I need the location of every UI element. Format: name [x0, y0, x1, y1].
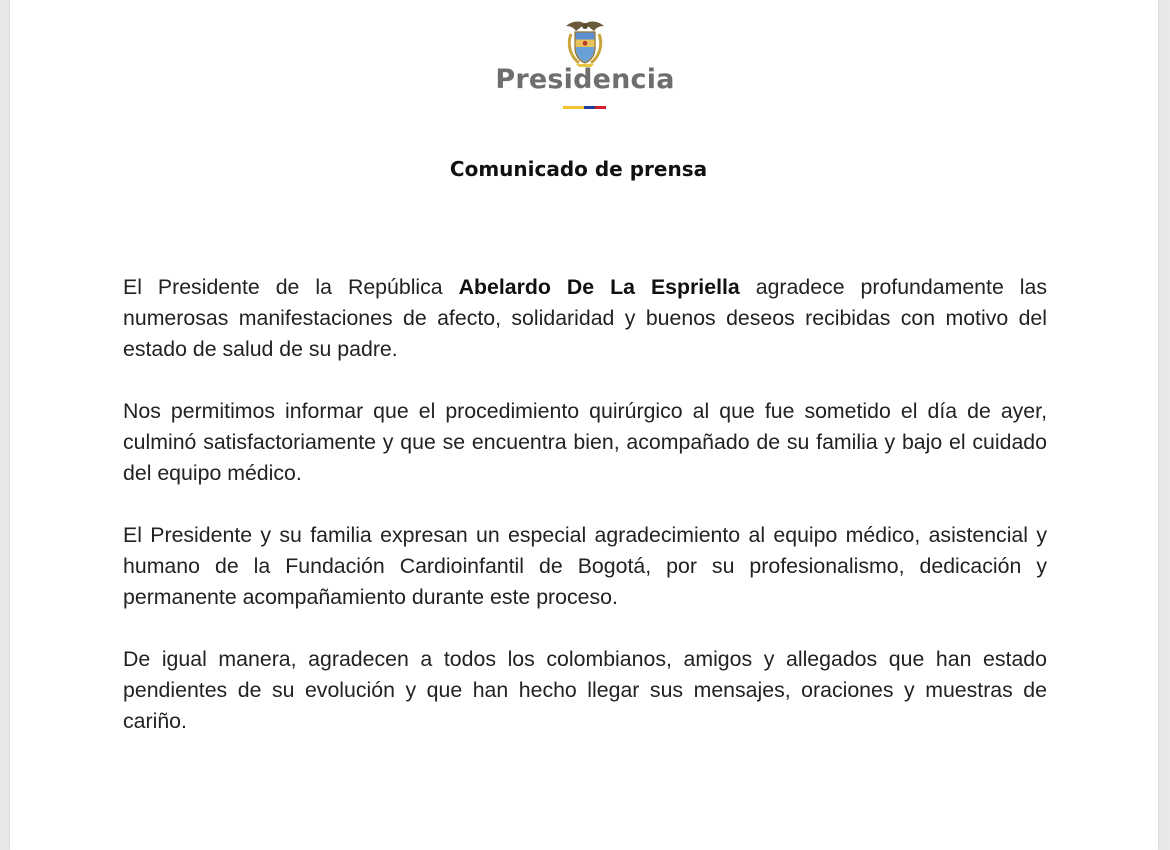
paragraph-4: De igual manera, agradecen a todos los colombianos, amigos y allegados que han estado pendientes de su evolución y que han hecho llegar sus mensajes, oraciones y muestras de cariño.: [123, 647, 1047, 733]
paragraph-2: Nos permitimos informar que el procedimiento quirúrgico al que fue sometido el día de ayer, culminó satisfactoriamente y que se encuentra bien, acompañado de su familia y bajo el cuidado del equipo médico.: [123, 399, 1047, 485]
flag-stripe-red: [595, 106, 606, 109]
colombia-coat-of-arms-icon: [562, 20, 608, 68]
brand-wordmark: Presidencia: [495, 64, 675, 95]
paragraph-1: El Presidente de la República Abelardo De La Espriella agradece profundamente las numerosas manifestaciones de afecto, solidaridad y buenos deseos recibidas con motivo del estado de salud de su padre.: [123, 275, 1047, 361]
document-body: [123, 272, 1047, 768]
flag-stripe-yellow: [563, 106, 584, 109]
document-title: Comunicado de prensa: [449, 157, 708, 181]
paragraph-3: El Presidente y su familia expresan un especial agradecimiento al equipo médico, asistencial y humano de la Fundación Cardioinfantil de Bogotá, por su profesionalismo, dedicación y permanente acompañamiento durante este proceso.: [123, 523, 1047, 609]
flag-stripe-blue: [584, 106, 595, 109]
flag-stripe: [563, 106, 606, 109]
president-name: Abelardo De La Espriella: [458, 275, 740, 299]
